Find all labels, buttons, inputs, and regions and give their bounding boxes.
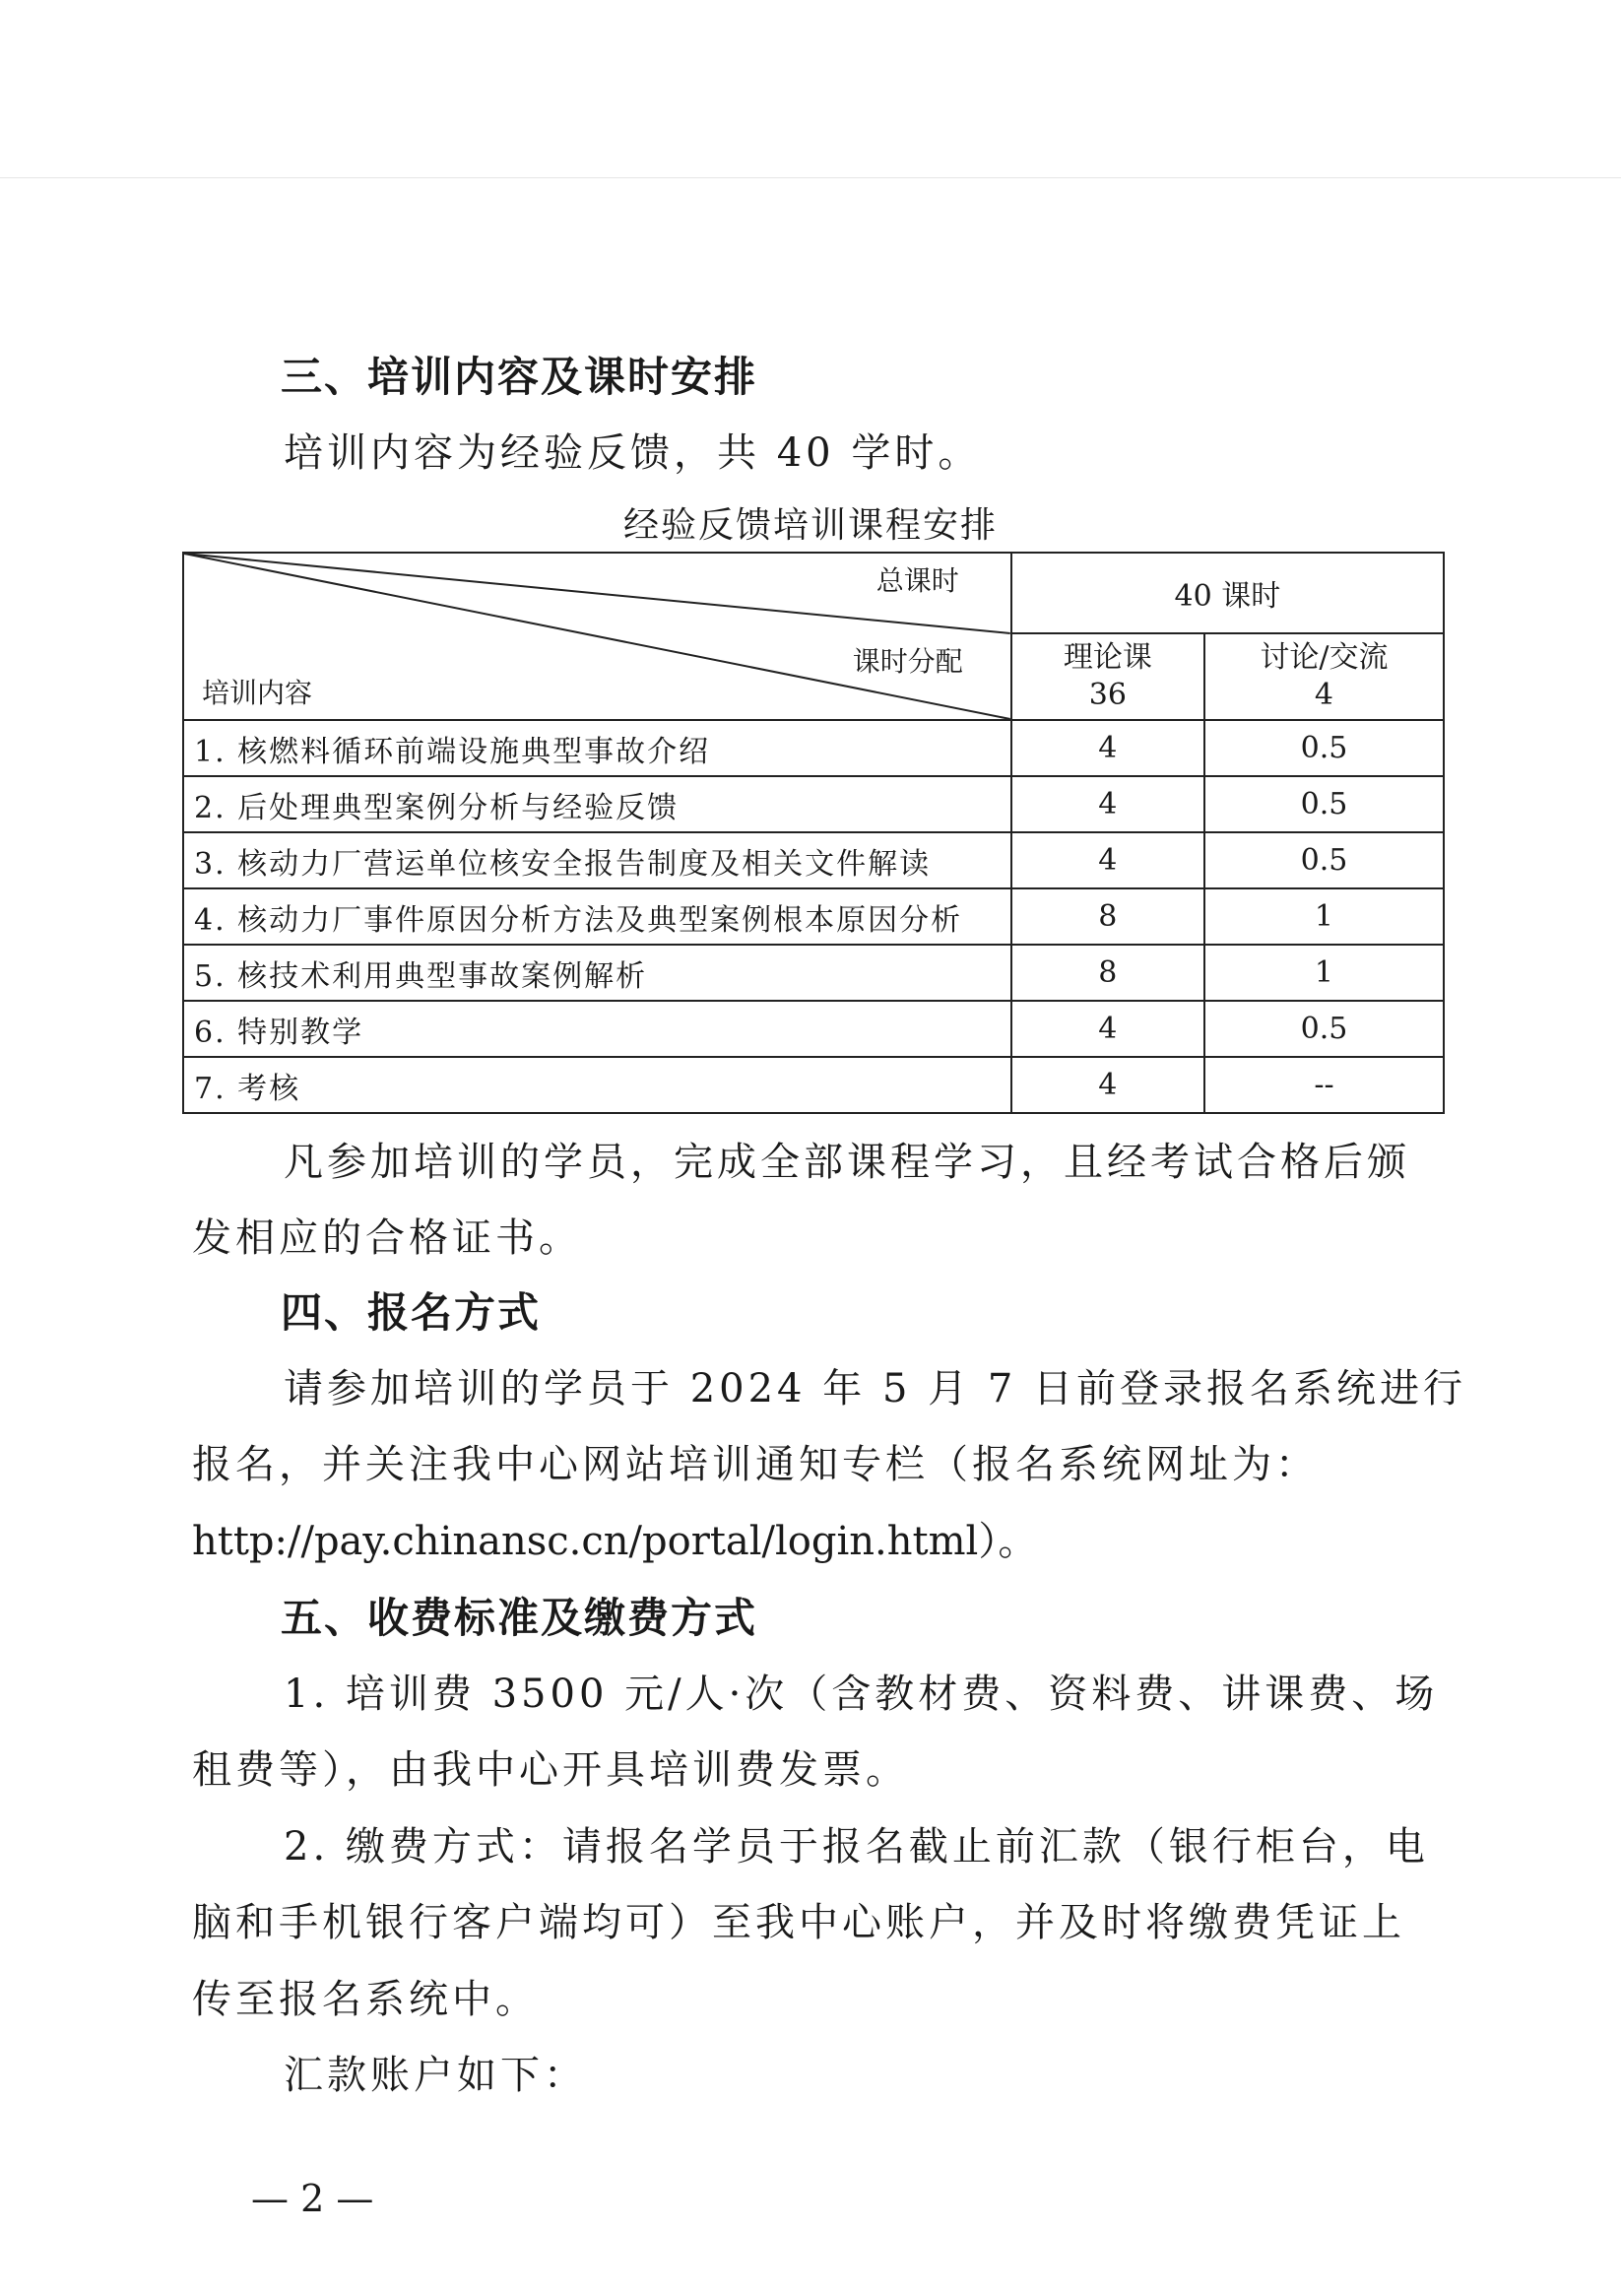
fee-item1-line1: 1. 培训费 3500 元/人·次（含教材费、资料费、讲课费、场	[284, 1672, 1439, 1717]
section3-heading: 三、培训内容及课时安排	[281, 353, 758, 401]
diagonal-header-cell	[183, 553, 1011, 720]
fee-item2-line2: 脑和手机银行客户端均可）至我中心账户，并及时将缴费凭证上	[192, 1900, 1405, 1945]
discussion-label: 讨论/交流	[1260, 640, 1389, 675]
theory-hours: 8	[1011, 888, 1204, 945]
hours-distribution-label: 课时分配	[852, 645, 963, 678]
course-name: 4. 核动力厂事件原因分析方法及典型案例根本原因分析	[183, 888, 1011, 945]
total-hours-label: 总课时	[875, 564, 959, 597]
table-row	[183, 888, 1444, 945]
theory-hours: 4	[1011, 1001, 1204, 1057]
theory-hours: 4	[1011, 776, 1204, 832]
fee-item2-line1: 2. 缴费方式：请报名学员于报名截止前汇款（银行柜台，电	[284, 1824, 1429, 1870]
section4-line1: 请参加培训的学员于 2024 年 5 月 7 日前登录报名系统进行	[284, 1366, 1466, 1411]
fee-item2-line3: 传至报名系统中。	[192, 1977, 539, 2022]
table-row	[183, 832, 1444, 888]
section5-heading: 五、收费标准及缴费方式	[281, 1594, 758, 1642]
account-intro: 汇款账户如下：	[284, 2053, 587, 2098]
discussion-hours: 0.5	[1204, 720, 1444, 776]
certificate-note-line1: 凡参加培训的学员，完成全部课程学习，且经考试合格后颁	[284, 1140, 1410, 1185]
discussion-hours: 0.5	[1204, 832, 1444, 888]
course-name: 6. 特别教学	[183, 1001, 1011, 1057]
table-row	[183, 945, 1444, 1001]
section4-line2: 报名，并关注我中心网站培训通知专栏（报名系统网址为：	[192, 1442, 1319, 1487]
page-number: — 2 —	[251, 2177, 374, 2220]
theory-hours: 4	[1011, 720, 1204, 776]
fee-item1-line2: 租费等），由我中心开具培训费发票。	[192, 1747, 909, 1793]
table-row	[183, 1057, 1444, 1113]
theory-hours: 8	[1011, 945, 1204, 1001]
course-schedule-table	[182, 552, 1445, 1114]
discussion-hours: 1	[1204, 945, 1444, 1001]
table-row	[183, 720, 1444, 776]
certificate-note-line2: 发相应的合格证书。	[192, 1215, 582, 1261]
discussion-total: 4	[1314, 678, 1334, 712]
discussion-column-header	[1204, 633, 1444, 720]
course-name: 1. 核燃料循环前端设施典型事故介绍	[183, 720, 1011, 776]
discussion-hours: --	[1204, 1057, 1444, 1113]
table-caption: 经验反馈培训课程安排	[622, 505, 998, 546]
section4-heading: 四、报名方式	[281, 1288, 542, 1337]
theory-label: 理论课	[1063, 640, 1152, 675]
section3-intro: 培训内容为经验反馈，共 40 学时。	[284, 430, 982, 476]
training-content-label: 培训内容	[202, 677, 313, 709]
theory-total: 36	[1088, 678, 1127, 712]
top-divider	[0, 177, 1621, 178]
course-name: 5. 核技术利用典型事故案例解析	[183, 945, 1011, 1001]
discussion-hours: 0.5	[1204, 1001, 1444, 1057]
course-name: 7. 考核	[183, 1057, 1011, 1113]
table-row	[183, 776, 1444, 832]
total-hours-value: 40 课时	[1011, 553, 1444, 633]
discussion-hours: 0.5	[1204, 776, 1444, 832]
theory-hours: 4	[1011, 832, 1204, 888]
course-name: 2. 后处理典型案例分析与经验反馈	[183, 776, 1011, 832]
table-row	[183, 1001, 1444, 1057]
theory-hours: 4	[1011, 1057, 1204, 1113]
theory-column-header	[1011, 633, 1204, 720]
registration-url: http://pay.chinansc.cn/portal/login.html）。	[192, 1519, 1038, 1564]
discussion-hours: 1	[1204, 888, 1444, 945]
course-name: 3. 核动力厂营运单位核安全报告制度及相关文件解读	[183, 832, 1011, 888]
